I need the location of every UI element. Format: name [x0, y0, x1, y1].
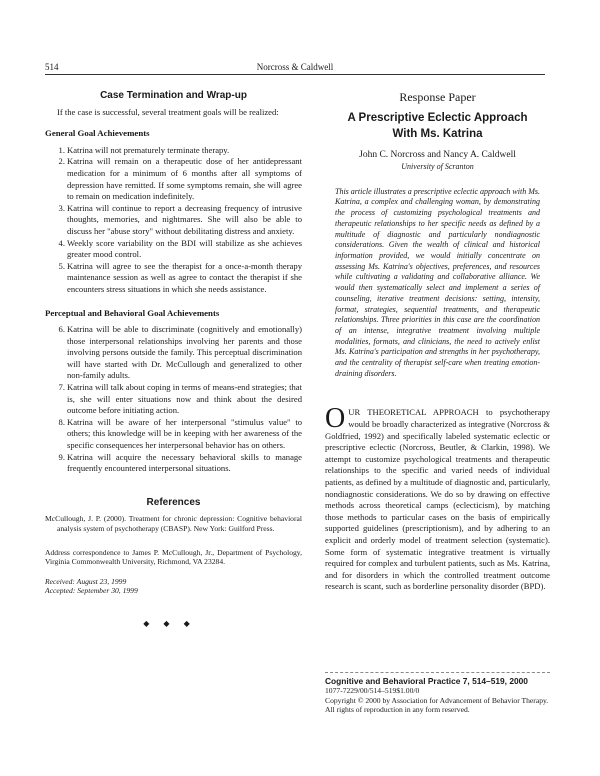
journal-citation: Cognitive and Behavioral Practice 7, 514–519, 2000	[325, 676, 528, 686]
running-head: Norcross & Caldwell	[256, 62, 334, 72]
left-column	[45, 90, 302, 630]
list-item: 7. Katrina will talk about coping in terms of means-end strategies; that is, she will enter situations now and think about the desired outcome before initiating action.	[58, 382, 302, 416]
general-goals-heading: General Goal Achievements	[45, 128, 150, 139]
page-header	[45, 62, 545, 75]
references-title: References	[146, 496, 201, 508]
issn: 1077-7229/00/514–519$1.00/0	[325, 686, 420, 696]
received-date: Received: August 23, 1999	[45, 576, 127, 586]
list-item: 3. Katrina will continue to report a decreasing frequency of intrusive thoughts, memories, and nightmares. She will also be able to discuss her "abuse story" without debilitating distress and anxiety.	[58, 202, 302, 236]
journal-footer	[325, 672, 550, 715]
article-title-line-2: With Ms. Katrina	[392, 127, 483, 140]
abstract: This article illustrates a prescriptive eclectic approach with Ms. Katrina, a complex and challenging woman, by demonstrating the process of customizing psychological treatments and therapeutic relationships to her specific needs as defined by a multitude of diagnostic and particularly nondiagnostic considerations. Given the wealth of clinical and historical information provided, we would initially concentrate on assessing Ms. Katrina's objectives, preferences, and resources while cultivating a validating and collaborative alliance. We would then systematically select and implement a series of counseling, iterative treatment decisions: setting, intensity, format, strategies, sequential treatments, and therapeutic relationships. Three priorities in this case are the coordination of an intense, integrative treatment involving multiple modalities, formats, and clinicians, the need to actively enlist Ms. Katrina's participation and strengths in her psychotherapy, and the centrality of therapist self-care when treating emotion-draining disorders.	[335, 186, 540, 378]
right-column	[325, 92, 550, 593]
copyright: Copyright © 2000 by Association for Advancement of Behavior Therapy. All rights of reproduction in any form reserved.	[325, 695, 549, 715]
list-item: 5. Katrina will agree to see the therapist for a once-a-month therapy maintenance session as well as agree to contact the therapist if she encounters stress situations in which she needs assistance.	[58, 260, 302, 294]
perceptual-goals-heading: Perceptual and Behavioral Goal Achievements	[45, 307, 220, 318]
accepted-date: Accepted: September 30, 1999	[45, 586, 138, 596]
article-title-line-1: A Prescriptive Eclectic Approach	[347, 111, 528, 124]
body-paragraph: OUR THEORETICAL APPROACH to psychotherapy would be broadly characterized as integrative (Norcross & Goldfried, 1992) and specifically labeled systematic eclectic or prescriptive eclectic (Norcross, Beutler, & Clarkin, 1998). We attempt to customize psychological treatments and therapeutic relationships to the specific and varied needs of individual patients, as defined by a multitude of diagnostic and, particularly, nondiagnostic considerations. We do so by drawing on effective methods across theoretical camps (eclecticism), by matching those methods to particular cases on the basis of empirically supported guidelines (prescriptionism), and by adhering to an explicit and orderly model of treatment selection (systematic). Some form of systematic integrative treatment is virtually required for complex and turbulent patients, such as Ms. Katrina, and for disorders in which the controlled treatment outcome research is scant, such as borderline personality disorder (BPD).	[325, 403, 550, 592]
correspondence-address: Address correspondence to James P. McCullough, Jr., Department of Psychology, Virginia Commonwealth University, Richmond, VA 23284.	[45, 547, 302, 567]
section-title: Case Termination and Wrap-up	[100, 90, 247, 101]
list-item: 1. Katrina will not prematurely terminate therapy.	[58, 144, 230, 155]
lead-in: UR THEORETICAL APPROACH	[348, 407, 479, 418]
general-goals-list	[58, 144, 302, 296]
section-separator: ◆◆◆	[143, 618, 204, 628]
article-type: Response Paper	[399, 90, 476, 104]
intro-paragraph: If the case is successful, several treatment goals will be realized:	[57, 106, 279, 117]
list-item: 2. Katrina will remain on a therapeutic dose of her antidepressant medication for a minimum of 6 months after all symptoms of depression have remitted. If some symptoms remain, she will agree to remain on medication indefinitely.	[58, 156, 302, 202]
page-number: 514	[45, 62, 59, 72]
affiliation: University of Scranton	[401, 162, 474, 172]
reference-entry: McCullough, J. P. (2000). Treatment for chronic depression: Cognitive behavioral analysis system of psychotherapy (CBASP). New York: Guilford Press.	[45, 514, 302, 533]
perceptual-goals-list	[58, 324, 302, 475]
list-item: 6. Katrina will be able to discriminate (cognitively and emotionally) those interpersonal relationships involving her parents and those involving persons outside the family. This perceptual discrimination will have started with Dr. McCullough and generalized to other non-family adults.	[58, 324, 302, 381]
list-item: 8. Katrina will be aware of her interpersonal "stimulus value" to others; this knowledge will be in keeping with her awareness of the specific consequences her interpersonal behavior has on others.	[58, 416, 302, 451]
authors: John C. Norcross and Nancy A. Caldwell	[359, 149, 516, 160]
drop-cap: O	[325, 403, 346, 435]
list-item: 4. Weekly score variability on the BDI will stabilize as she achieves greater mood control.	[58, 237, 302, 260]
list-item: 9. Katrina will acquire the necessary behavioral skills to manage frequently encountered interpersonal situations.	[58, 451, 302, 474]
